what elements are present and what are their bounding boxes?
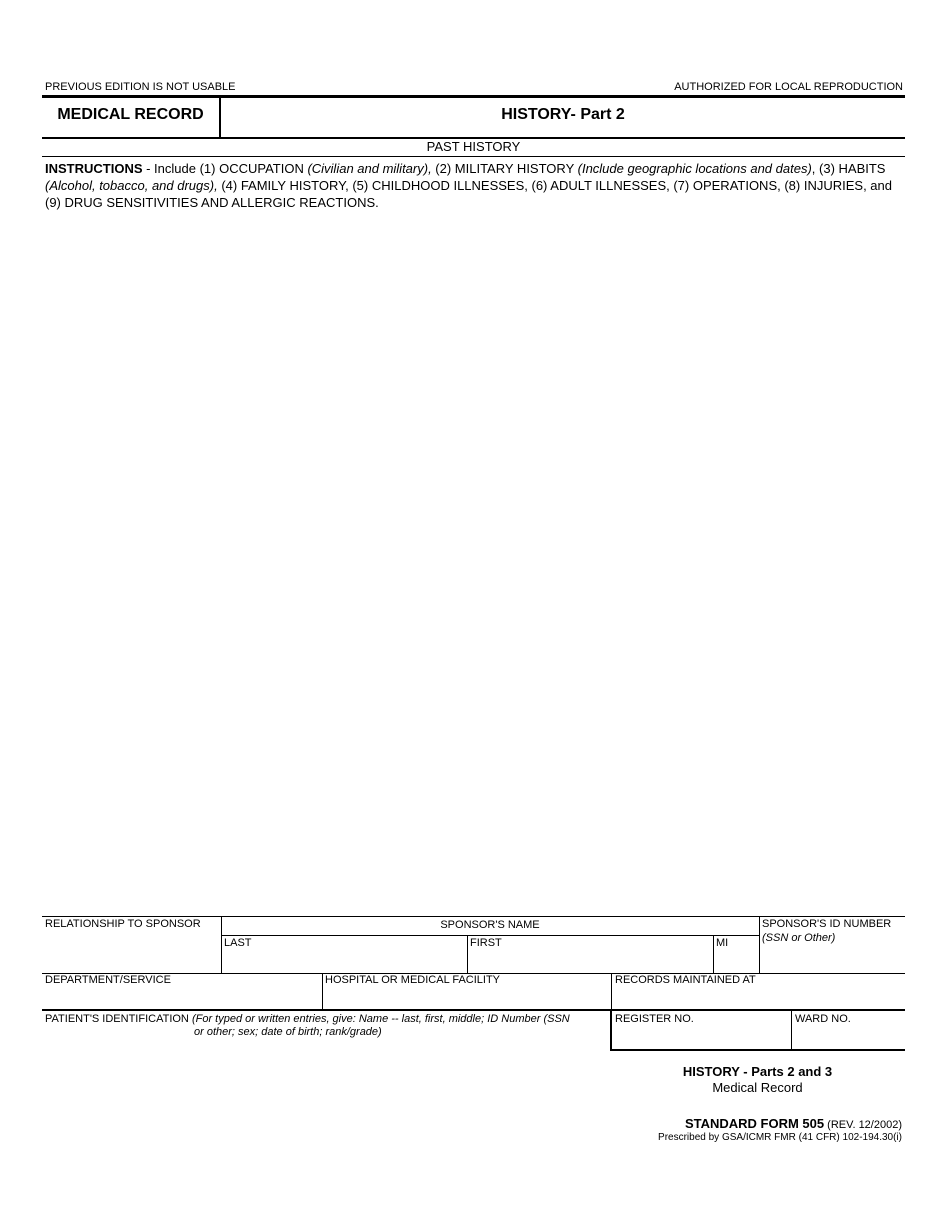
standard-form-number: STANDARD FORM 505 xyxy=(684,1116,825,1131)
department-divider xyxy=(322,973,323,1010)
standard-form-line xyxy=(685,1115,902,1133)
past-history-title: PAST HISTORY xyxy=(426,139,521,154)
patient-id-note-line2: or other; sex; date of birth; rank/grade) xyxy=(194,1026,382,1038)
previous-edition-note: PREVIOUS EDITION IS NOT USABLE xyxy=(45,81,236,93)
register-bottom-rule xyxy=(610,1049,905,1051)
first-name-label: FIRST xyxy=(470,937,502,949)
sponsor-id-divider xyxy=(759,916,760,973)
last-name-input[interactable] xyxy=(224,952,464,970)
row3-top-rule xyxy=(42,1009,905,1011)
patient-identification-area[interactable] xyxy=(45,1042,605,1122)
last-name-label: LAST xyxy=(224,937,252,949)
middle-initial-input[interactable] xyxy=(716,952,756,970)
bottom-block-top-rule xyxy=(42,916,905,917)
register-number-input[interactable] xyxy=(615,1028,787,1046)
sponsor-name-rule xyxy=(221,935,759,936)
ward-number-label: WARD NO. xyxy=(795,1013,851,1025)
instructions-part-1: - Include (1) OCCUPATION xyxy=(142,161,308,176)
last-first-divider xyxy=(467,935,468,973)
department-input[interactable] xyxy=(45,989,318,1007)
records-maintained-label: RECORDS MAINTAINED AT xyxy=(615,974,756,986)
authorized-reproduction-note: AUTHORIZED FOR LOCAL REPRODUCTION xyxy=(674,81,903,93)
section-rule xyxy=(42,156,905,157)
patient-id-label: PATIENT'S IDENTIFICATION xyxy=(45,1013,189,1025)
instructions-italic-1: (Civilian and military), xyxy=(307,161,432,176)
register-left-border xyxy=(610,1009,612,1051)
footer-form-title: HISTORY - Parts 2 and 3 xyxy=(682,1064,833,1079)
sponsor-name-label: SPONSOR'S NAME xyxy=(440,919,540,931)
instructions-part-3: , (3) HABITS xyxy=(811,161,886,176)
sponsor-id-sublabel: (SSN or Other) xyxy=(762,932,836,944)
register-ward-divider xyxy=(791,1010,792,1050)
instructions-text xyxy=(45,160,905,211)
instructions-part-4: (4) FAMILY HISTORY, (5) CHILDHOOD ILLNESSES, (6) ADULT ILLNESSES, (7) OPERATIONS, (8) INJURIES, and (9) DRUG SENSITIVITIES AND ALLERGIC REACTIONS. xyxy=(45,178,892,210)
relationship-label: RELATIONSHIP TO SPONSOR xyxy=(45,918,201,930)
first-name-input[interactable] xyxy=(470,952,710,970)
hospital-input[interactable] xyxy=(325,989,607,1007)
instructions-part-2: (2) MILITARY HISTORY xyxy=(431,161,578,176)
patient-id-note-line1: (For typed or written entries, give: Name -- last, first, middle; ID Number (SSN xyxy=(191,1013,570,1025)
hospital-divider xyxy=(611,973,612,1010)
records-maintained-input[interactable] xyxy=(615,989,903,1007)
patient-id-label-block xyxy=(45,1013,605,1026)
instructions-label: INSTRUCTIONS xyxy=(45,161,143,176)
prescribed-by-line: Prescribed by GSA/ICMR FMR (41 CFR) 102-194.30(i) xyxy=(658,1132,902,1143)
form-revision: (REV. 12/2002) xyxy=(824,1119,902,1131)
sponsor-id-label: SPONSOR'S ID NUMBER xyxy=(762,918,892,930)
hospital-label: HOSPITAL OR MEDICAL FACILITY xyxy=(325,974,501,986)
sponsor-id-input[interactable] xyxy=(762,948,902,970)
department-label: DEPARTMENT/SERVICE xyxy=(45,974,171,986)
past-history-entry-area[interactable] xyxy=(45,215,903,910)
first-mi-divider xyxy=(713,935,714,973)
register-number-label: REGISTER NO. xyxy=(615,1013,694,1025)
ward-number-input[interactable] xyxy=(795,1028,903,1046)
medical-record-title: MEDICAL RECORD xyxy=(57,106,204,123)
middle-initial-label: MI xyxy=(716,937,729,949)
relationship-input[interactable] xyxy=(45,934,217,970)
instructions-italic-3: (Alcohol, tobacco, and drugs), xyxy=(45,178,218,193)
footer-form-subtitle: Medical Record xyxy=(712,1080,803,1095)
form-main-title: HISTORY- Part 2 xyxy=(501,106,625,123)
instructions-italic-2: (Include geographic locations and dates) xyxy=(577,161,812,176)
header-top-rule xyxy=(42,95,905,98)
